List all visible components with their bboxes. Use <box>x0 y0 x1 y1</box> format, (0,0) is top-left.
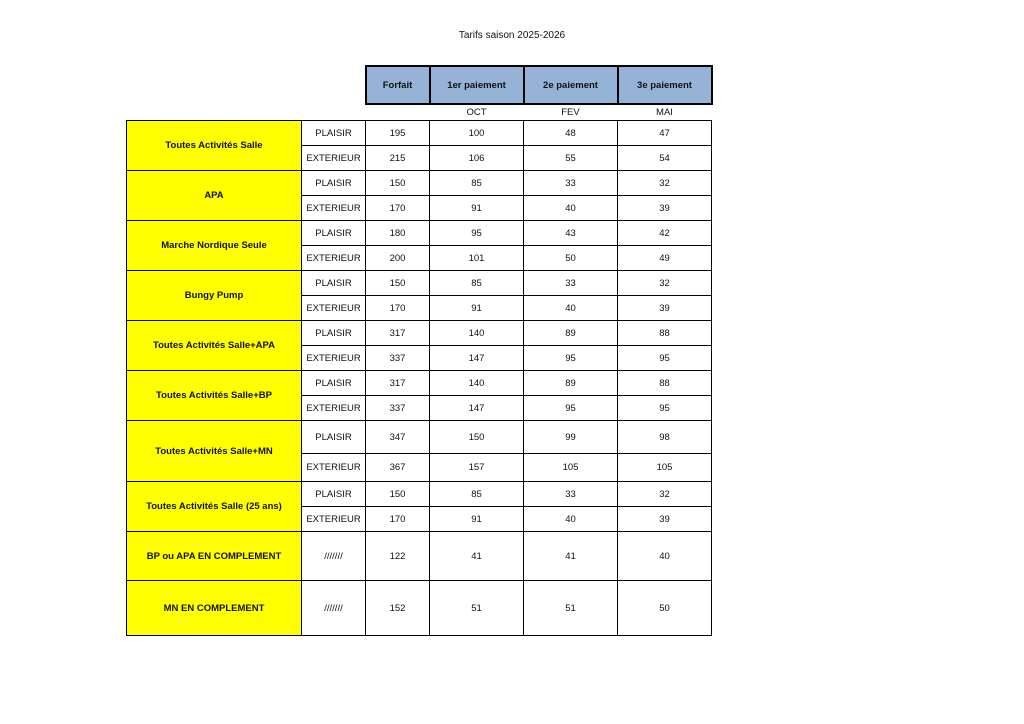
table-row <box>127 321 712 346</box>
paiement-1-cell: 85 <box>430 271 524 296</box>
forfait-cell: 337 <box>366 396 430 421</box>
paiement-1-cell: 101 <box>430 246 524 271</box>
type-cell: PLAISIR <box>302 371 366 396</box>
month-blank-cell <box>366 104 430 121</box>
page-title: Tarifs saison 2025-2026 <box>458 30 566 41</box>
header-paiement-3: 3e paiement <box>618 66 712 104</box>
paiement-1-cell: 147 <box>430 346 524 371</box>
paiement-2-cell: 40 <box>524 296 618 321</box>
paiement-2-cell: 40 <box>524 196 618 221</box>
table-row <box>127 171 712 196</box>
category-cell: Toutes Activités Salle+MN <box>127 421 302 482</box>
forfait-cell: 150 <box>366 171 430 196</box>
paiement-2-cell: 41 <box>524 532 618 581</box>
category-cell: Toutes Activités Salle+APA <box>127 321 302 371</box>
type-cell: PLAISIR <box>302 421 366 454</box>
forfait-cell: 170 <box>366 507 430 532</box>
forfait-cell: 337 <box>366 346 430 371</box>
month-row <box>127 104 712 121</box>
forfait-cell: 317 <box>366 321 430 346</box>
month-blank-cell <box>127 104 302 121</box>
paiement-1-cell: 100 <box>430 121 524 146</box>
paiement-3-cell: 95 <box>618 346 712 371</box>
header-paiement-2: 2e paiement <box>524 66 618 104</box>
paiement-2-cell: 40 <box>524 507 618 532</box>
type-cell: PLAISIR <box>302 271 366 296</box>
forfait-cell: 200 <box>366 246 430 271</box>
month-blank-cell <box>302 104 366 121</box>
type-cell: EXTERIEUR <box>302 296 366 321</box>
paiement-3-cell: 95 <box>618 396 712 421</box>
table-row <box>127 532 712 581</box>
forfait-cell: 122 <box>366 532 430 581</box>
tarifs-table <box>126 65 713 636</box>
paiement-2-cell: 95 <box>524 346 618 371</box>
header-paiement-1: 1er paiement <box>430 66 524 104</box>
forfait-cell: 195 <box>366 121 430 146</box>
paiement-3-cell: 105 <box>618 454 712 482</box>
category-cell: Toutes Activités Salle (25 ans) <box>127 482 302 532</box>
forfait-cell: 150 <box>366 482 430 507</box>
header-blank-cell <box>302 66 366 104</box>
paiement-3-cell: 50 <box>618 581 712 636</box>
category-cell: BP ou APA EN COMPLEMENT <box>127 532 302 581</box>
tarifs-body <box>127 121 712 636</box>
forfait-cell: 170 <box>366 296 430 321</box>
forfait-cell: 317 <box>366 371 430 396</box>
type-cell: PLAISIR <box>302 121 366 146</box>
table-row <box>127 221 712 246</box>
paiement-2-cell: 33 <box>524 271 618 296</box>
paiement-2-cell: 33 <box>524 171 618 196</box>
paiement-3-cell: 42 <box>618 221 712 246</box>
header-forfait: Forfait <box>366 66 430 104</box>
category-cell: Toutes Activités Salle <box>127 121 302 171</box>
category-cell: Bungy Pump <box>127 271 302 321</box>
month-oct: OCT <box>466 107 487 118</box>
paiement-3-cell: 32 <box>618 271 712 296</box>
table-row <box>127 121 712 146</box>
paiement-3-cell: 49 <box>618 246 712 271</box>
category-cell: MN EN COMPLEMENT <box>127 581 302 636</box>
category-cell: APA <box>127 171 302 221</box>
month-mai: MAI <box>656 107 673 118</box>
paiement-3-cell: 88 <box>618 371 712 396</box>
table-row <box>127 271 712 296</box>
paiement-2-cell: 55 <box>524 146 618 171</box>
forfait-cell: 347 <box>366 421 430 454</box>
paiement-2-cell: 105 <box>524 454 618 482</box>
type-cell: PLAISIR <box>302 321 366 346</box>
paiement-1-cell: 51 <box>430 581 524 636</box>
type-cell: /////// <box>302 581 366 636</box>
paiement-3-cell: 39 <box>618 507 712 532</box>
paiement-2-cell: 43 <box>524 221 618 246</box>
type-cell: PLAISIR <box>302 221 366 246</box>
type-cell: /////// <box>302 532 366 581</box>
table-row <box>127 371 712 396</box>
paiement-2-cell: 51 <box>524 581 618 636</box>
type-cell: PLAISIR <box>302 482 366 507</box>
forfait-cell: 150 <box>366 271 430 296</box>
paiement-1-cell: 157 <box>430 454 524 482</box>
paiement-2-cell: 48 <box>524 121 618 146</box>
paiement-2-cell: 33 <box>524 482 618 507</box>
type-cell: EXTERIEUR <box>302 507 366 532</box>
paiement-1-cell: 85 <box>430 482 524 507</box>
paiement-3-cell: 32 <box>618 482 712 507</box>
paiement-3-cell: 40 <box>618 532 712 581</box>
type-cell: EXTERIEUR <box>302 146 366 171</box>
paiement-3-cell: 39 <box>618 196 712 221</box>
table-row <box>127 482 712 507</box>
paiement-3-cell: 47 <box>618 121 712 146</box>
table-row <box>127 421 712 454</box>
paiement-3-cell: 98 <box>618 421 712 454</box>
paiement-1-cell: 140 <box>430 321 524 346</box>
paiement-2-cell: 95 <box>524 396 618 421</box>
paiement-2-cell: 89 <box>524 371 618 396</box>
forfait-cell: 152 <box>366 581 430 636</box>
paiement-1-cell: 41 <box>430 532 524 581</box>
paiement-1-cell: 91 <box>430 507 524 532</box>
paiement-1-cell: 150 <box>430 421 524 454</box>
type-cell: EXTERIEUR <box>302 246 366 271</box>
type-cell: EXTERIEUR <box>302 196 366 221</box>
type-cell: EXTERIEUR <box>302 396 366 421</box>
paiement-1-cell: 91 <box>430 296 524 321</box>
category-cell: Marche Nordique Seule <box>127 221 302 271</box>
paiement-1-cell: 91 <box>430 196 524 221</box>
type-cell: PLAISIR <box>302 171 366 196</box>
type-cell: EXTERIEUR <box>302 346 366 371</box>
paiement-1-cell: 140 <box>430 371 524 396</box>
forfait-cell: 170 <box>366 196 430 221</box>
paiement-1-cell: 95 <box>430 221 524 246</box>
paiement-1-cell: 106 <box>430 146 524 171</box>
header-row <box>127 66 712 104</box>
paiement-2-cell: 99 <box>524 421 618 454</box>
forfait-cell: 367 <box>366 454 430 482</box>
month-fev: FEV <box>561 107 580 118</box>
paiement-1-cell: 147 <box>430 396 524 421</box>
header-blank-cell <box>127 66 302 104</box>
category-cell: Toutes Activités Salle+BP <box>127 371 302 421</box>
paiement-2-cell: 89 <box>524 321 618 346</box>
paiement-3-cell: 54 <box>618 146 712 171</box>
forfait-cell: 215 <box>366 146 430 171</box>
paiement-3-cell: 32 <box>618 171 712 196</box>
table-row <box>127 581 712 636</box>
type-cell: EXTERIEUR <box>302 454 366 482</box>
forfait-cell: 180 <box>366 221 430 246</box>
paiement-3-cell: 39 <box>618 296 712 321</box>
paiement-3-cell: 88 <box>618 321 712 346</box>
paiement-2-cell: 50 <box>524 246 618 271</box>
paiement-1-cell: 85 <box>430 171 524 196</box>
